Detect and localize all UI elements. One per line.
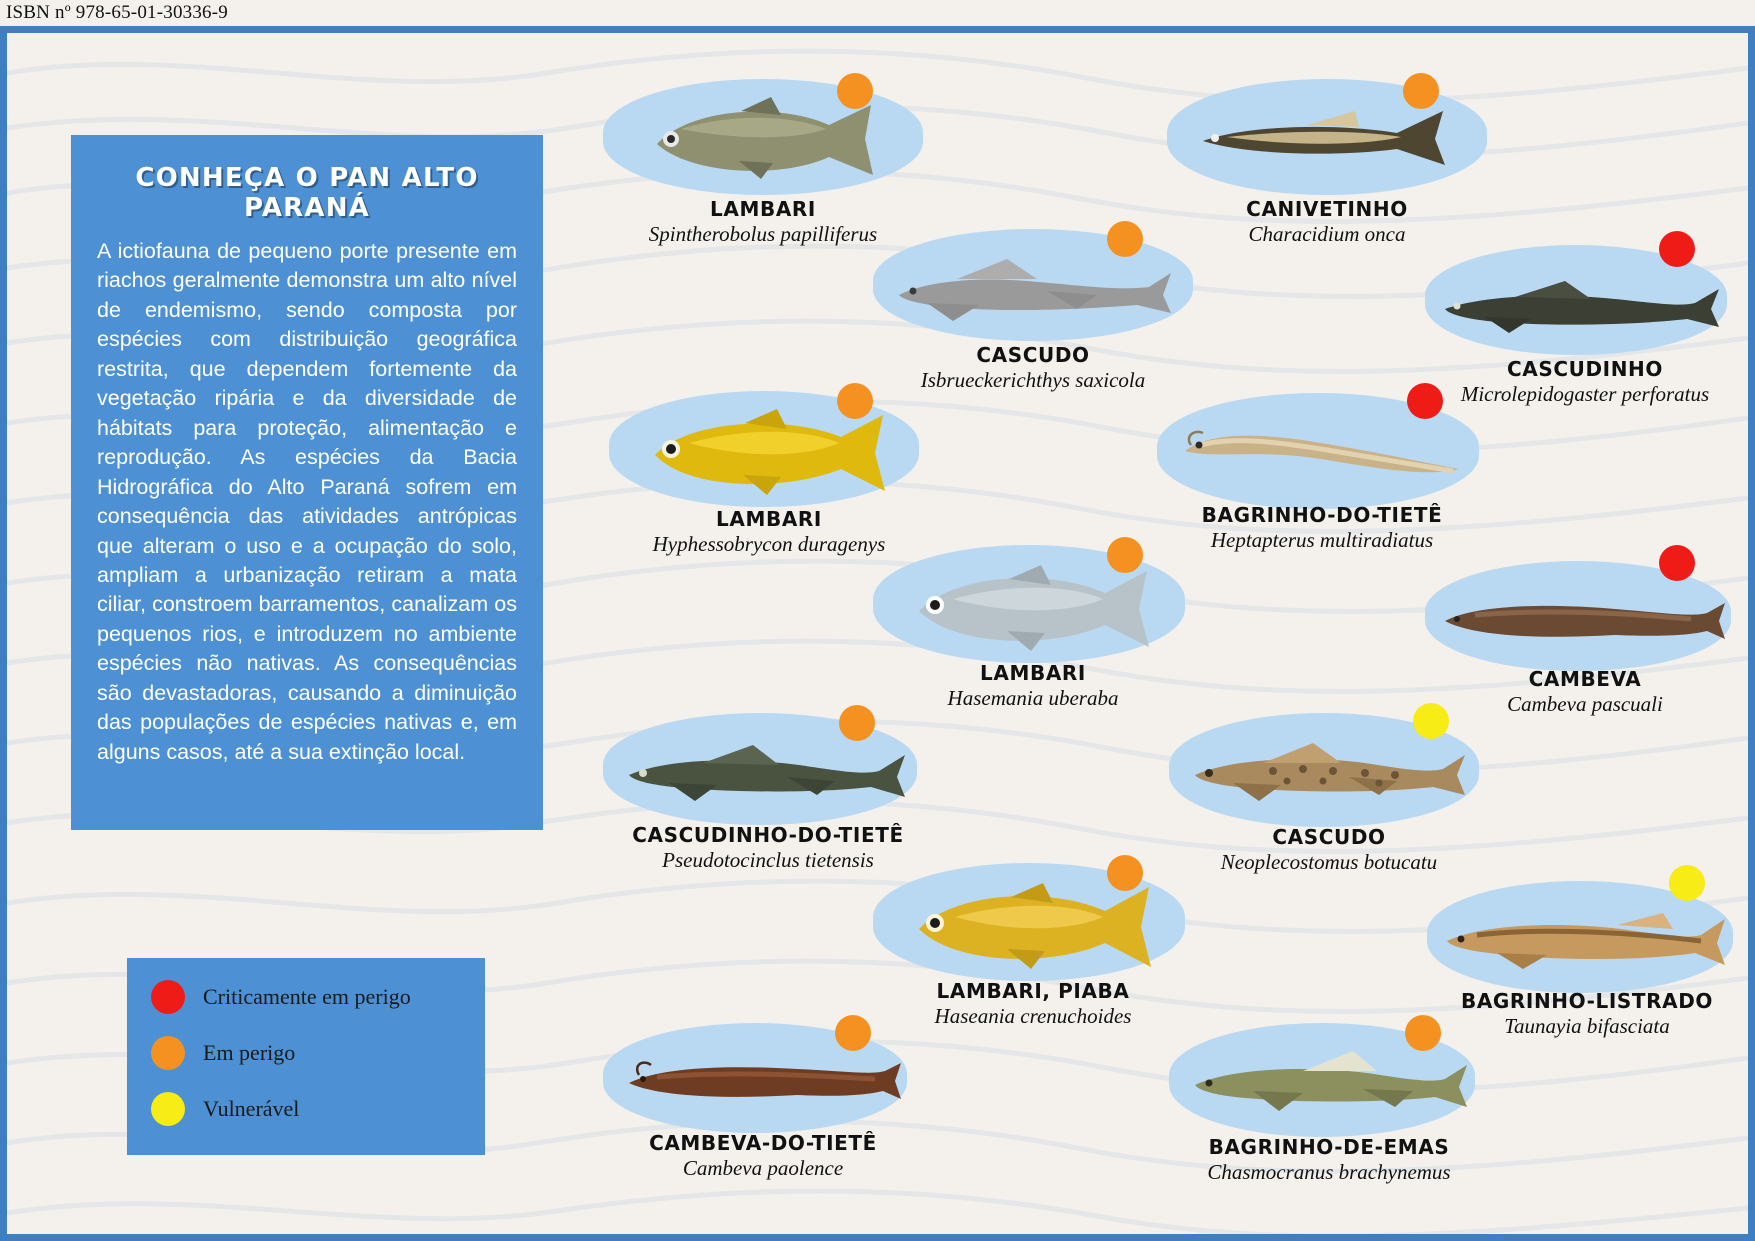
species-common-name: CAMBEVA-DO-TIETÊ [649,1131,877,1155]
fish-photo-cambeva-pascuali [1435,591,1727,651]
legend-label: Em perigo [203,1040,296,1065]
species-names [873,343,1193,393]
species-common-name: CAMBEVA [1528,667,1642,691]
legend-item-endangered [151,1036,461,1070]
species-names [873,661,1193,711]
species-scientific-name: Cambeva pascuali [1507,692,1663,716]
species-scientific-name: Heptapterus multiradiatus [1210,528,1434,552]
species-common-name: LAMBARI [710,197,816,221]
status-dot-critically-endangered-icon [151,980,185,1014]
species-scientific-name: Neoplecostomus botucatu [1220,850,1438,874]
species-names [873,979,1193,1029]
isbn-text: ISBN nº 978-65-01-30336-9 [6,2,228,23]
species-names [1169,1135,1489,1185]
status-dot-endangered-icon [151,1036,185,1070]
species-names [1427,989,1747,1039]
species-scientific-name: Taunayia bifasciata [1504,1014,1670,1038]
species-common-name: CASCUDO [976,343,1090,367]
status-dot-vulnerable-icon [151,1092,185,1126]
species-card [609,391,929,556]
species-scientific-name: Microlepidogaster perforatus [1460,382,1710,406]
species-names [1157,503,1487,553]
fish-photo-cascudinho-microlepidogaster [1435,269,1723,341]
fish-photo-cascudinho-do-tiete [617,733,909,813]
status-dot-endangered-icon [839,705,875,741]
status-dot-critically-endangered-icon [1659,545,1695,581]
status-dot-endangered-icon [1107,221,1143,257]
fish-photo-cascudo-neoplecostomus [1183,729,1469,815]
status-dot-critically-endangered-icon [1407,383,1443,419]
intro-title: CONHEÇA O PAN ALTO PARANÁ [135,163,479,223]
species-scientific-name: Haseania crenuchoides [934,1004,1132,1028]
species-common-name: CASCUDINHO-DO-TIETÊ [632,823,904,847]
status-dot-endangered-icon [837,383,873,419]
species-card [873,545,1193,710]
species-scientific-name: Hyphessobrycon duragenys [652,532,886,556]
status-dot-endangered-icon [1107,855,1143,891]
fish-photo-bagrinho-de-emas [1183,1041,1471,1125]
status-dot-endangered-icon [835,1015,871,1051]
intro-text: A ictiofauna de pequeno porte presente em riachos geralmente demonstra um alto nível de endemismo, sendo composta por espécies com distribuição geográfica restrita, que dependem fortemente da vegetação ripária e da diversidade de hábitats para proteção, alimentação e reprodução. As espécies da Bacia Hidrográfica do Alto Paraná sofrem em consequência das atividades antrópicas que alteram o uso e a ocupação do solo, ampliam a urbanização retiram a mata ciliar, constroem barramentos, canalizam os pequenos rios, e introduzem no ambiente espécies não nativas. As consequências são devastadoras, causando a diminuição das populações de espécies nativas e, em alguns casos, até a sua extinção local. [97,239,517,764]
species-card [1425,561,1745,721]
poster-canvas [0,26,1755,1241]
fish-photo-lambari-hyphessobrycon [627,403,909,503]
species-card [1169,713,1489,873]
species-common-name: LAMBARI, PIABA [936,979,1130,1003]
species-common-name: BAGRINHO-DE-EMAS [1208,1135,1450,1159]
status-dot-endangered-icon [1405,1015,1441,1051]
status-dot-vulnerable-icon [1669,865,1705,901]
species-card [603,1023,923,1183]
species-common-name: LAMBARI [980,661,1086,685]
species-common-name: CANIVETINHO [1246,197,1408,221]
species-names [609,507,929,557]
species-names [1169,825,1489,875]
species-common-name: LAMBARI [716,507,822,531]
species-scientific-name: Cambeva paolence [682,1156,844,1180]
fish-photo-bagrinho-do-tiete [1171,415,1467,497]
fish-photo-lambari-piaba [893,875,1175,979]
species-names [1425,667,1745,717]
species-scientific-name: Chasmocranus brachynemus [1207,1160,1451,1184]
species-scientific-name: Hasemania uberaba [947,686,1119,710]
species-card [1157,393,1487,553]
fish-photo-lambari-hasemania [893,557,1173,661]
species-card [1425,245,1745,405]
species-common-name: BAGRINHO-DO-TIETÊ [1201,503,1443,527]
legend-item-critically-endangered [151,980,461,1014]
fish-photo-bagrinho-listrado [1437,905,1729,977]
status-dot-endangered-icon [837,73,873,109]
species-card [1169,1023,1489,1183]
species-card [603,713,933,873]
species-card [1427,881,1747,1041]
species-common-name: BAGRINHO-LISTRADO [1460,989,1714,1013]
legend-panel [127,958,485,1155]
legend-label: Vulnerável [203,1096,300,1121]
species-card [873,863,1193,1028]
species-names [603,1131,923,1181]
fish-photo-cambeva-do-tiete [617,1049,903,1113]
species-scientific-name: Isbrueckerichthys saxicola [920,368,1146,392]
intro-panel [71,135,543,830]
status-dot-critically-endangered-icon [1659,231,1695,267]
species-scientific-name: Pseudotocinclus tietensis [662,848,874,872]
species-common-name: CASCUDINHO [1507,357,1663,381]
fish-photo-canivetinho [1187,103,1467,175]
species-card [873,229,1193,392]
fish-photo-cascudo-isbrueckerichthys [887,247,1177,331]
species-names [1167,197,1487,247]
status-dot-vulnerable-icon [1413,703,1449,739]
species-common-name: CASCUDO [1272,825,1386,849]
species-card [1167,79,1487,246]
legend-label: Criticamente em perigo [203,984,411,1009]
species-card [603,79,923,246]
species-names [603,197,923,247]
species-names [603,823,933,873]
species-scientific-name: Characidium onca [1248,222,1406,246]
legend-item-vulnerable [151,1092,461,1126]
status-dot-endangered-icon [1403,73,1439,109]
species-scientific-name: Spintherobolus papilliferus [648,222,878,246]
species-names [1425,357,1745,407]
status-dot-endangered-icon [1107,537,1143,573]
